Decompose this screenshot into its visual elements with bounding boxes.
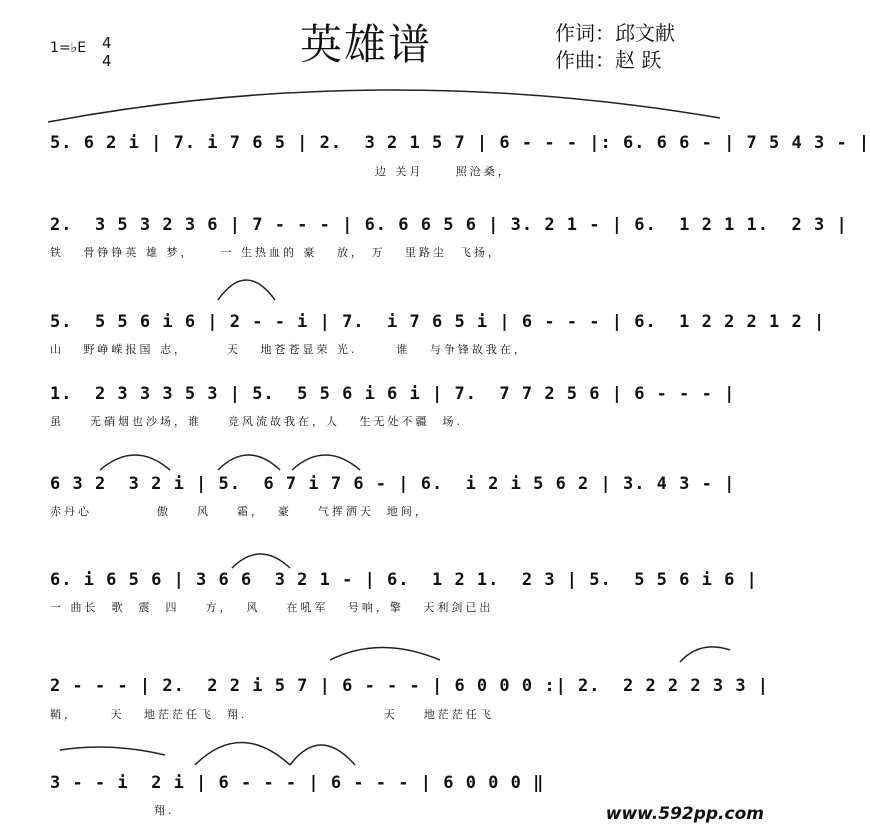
composer-credit: 作曲：赵 跃 (555, 48, 662, 72)
time-signature-bottom: 4 (102, 52, 112, 70)
notation-line-1: 5. 6 2 i | 7. i 7 6 5 | 2. 3 2 1 5 7 | 6 - - - |: 6. 6 6 - | 7 5 4 3 - | (50, 133, 870, 153)
slur-arc (218, 280, 275, 300)
lyrics-line-4: 虽 无硝烟也沙场，谁 竞风流故我在，人 生无处不疆 场. (50, 415, 463, 428)
slur-arc (232, 554, 290, 568)
notation-line-3: 5. 5 5 6 i 6 | 2 - - i | 7. i 7 6 5 i | 6 - - - | 6. 1 2 2 2 1 2 | (50, 312, 826, 332)
notation-line-4: 1. 2 3 3 3 5 3 | 5. 5 5 6 i 6 i | 7. 7 7 2 5 6 | 6 - - - | (50, 384, 736, 404)
key-signature: 1=♭E (50, 40, 87, 56)
lyrics-line-1: 边 关月 照沧桑， (50, 165, 512, 178)
slur-arc (290, 745, 355, 765)
song-title: 英雄谱 (300, 20, 433, 69)
slur-arc (218, 455, 280, 470)
notation-line-5: 6 3 2 3 2 i | 5. 6 7 i 7 6 - | 6. i 2 i 5 6 2 | 3. 4 3 - | (50, 474, 736, 494)
slur-arc (680, 647, 730, 662)
slur-arc (330, 648, 440, 661)
notation-line-7: 2 - - - | 2. 2 2 i 5 7 | 6 - - - | 6 0 0 0 :| 2. 2 2 2 2 3 3 | (50, 676, 770, 696)
lyrics-line-7: 鞘， 天 地茫茫任飞 翔. 天 地茫茫任飞 (50, 708, 494, 721)
slur-arc (195, 743, 290, 766)
slur-arc (292, 455, 360, 470)
notation-line-8: 3 - - i 2 i | 6 - - - | 6 - - - | 6 0 0 0 ‖ (50, 773, 545, 793)
lyrics-line-2: 铁 骨铮铮英 雄 梦， 一 生热血的 豪 放， 万 里路尘 飞扬， (50, 246, 502, 259)
slur-arc (48, 90, 720, 122)
lyrics-line-3: 山 野峥嵘报国 志， 天 地苍苍显荣 光. 谁 与争锋故我在， (50, 343, 528, 356)
lyrics-line-6: 一 曲长 歌 震 四 方， 风 在吼军 号响，擎 天利剑已出 (50, 601, 494, 614)
watermark: www.592pp.com (605, 804, 764, 824)
notation-line-2: 2. 3 5 3 2 3 6 | 7 - - - | 6. 6 6 5 6 | 3. 2 1 - | 6. 1 2 1 1. 2 3 | (50, 215, 848, 235)
slur-arc (100, 455, 170, 470)
lyrics-line-8: 翔. (50, 804, 175, 817)
time-signature-top: 4 (102, 34, 112, 52)
lyricist-credit: 作词：邱文献 (555, 21, 675, 45)
notation-line-6: 6. i 6 5 6 | 3 6 6 3 2 1 - | 6. 1 2 1. 2 3 | 5. 5 5 6 i 6 | (50, 570, 758, 590)
slur-arc (60, 747, 165, 755)
lyrics-line-5: 赤丹心 傲 风 霜， 豪 气挥洒天 地间， (50, 505, 429, 518)
